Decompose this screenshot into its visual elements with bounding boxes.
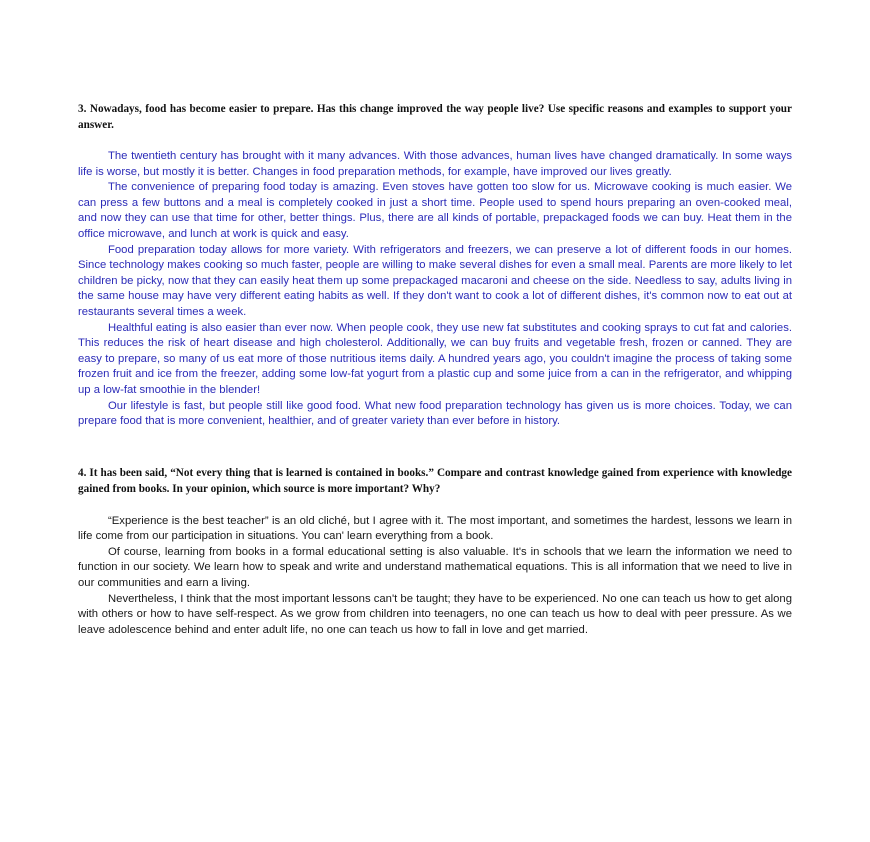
- question-3: 3. Nowadays, food has become easier to prepare. Has this change improved the way people live? Use specific reasons and examples to support your answer.: [78, 103, 792, 131]
- answer-4-paragraph: Of course, learning from books in a formal educational setting is also valuable. It's in schools that we learn the information we need to function in our society. We learn how to speak and write and understand mathematical equations. This is all information that we need to live in our communities and earn a living.: [78, 545, 792, 590]
- answer-3-paragraph: Our lifestyle is fast, but people still like good food. What new food preparation technology has given us is more choices. Today, we can prepare food that is more convenient, healthier, and of greater variety than ever before in history.: [78, 399, 792, 428]
- answer-4: [78, 514, 792, 639]
- answer-4-paragraph: Nevertheless, I think that the most important lessons can't be taught; they have to be experienced. No one can teach us how to get along with others or how to have self-respect. As we grow from children into teenagers, no one can teach us how to deal with peer pressure. As we leave adolescence behind and enter adult life, no one can teach us how to fall in love and get married.: [78, 592, 792, 636]
- answer-3: [78, 149, 792, 430]
- answer-3-paragraph: Food preparation today allows for more variety. With refrigerators and freezers, we can preserve a lot of different foods in our homes. Since technology makes cooking so much faster, people are willing to make several dishes for even a small meal. Parents are more likely to let children be picky, now that they can easily heat them up some prepackaged macaroni and cheese on the side. Needless to say, adults living in the same house may have very different eating habits as well. If they don't want to cook a lot of different dishes, it's common now to eat out at restaurants several times a week.: [78, 243, 792, 318]
- question-4: 4. It has been said, “Not every thing that is learned is contained in books.” Compare and contrast knowledge gained from experience with knowledge gained from books. In your opinion, which source is more important? Why?: [78, 466, 792, 495]
- answer-3-paragraph: The twentieth century has brought with it many advances. With those advances, human lives have changed dramatically. In some ways life is worse, but mostly it is better. Changes in food preparation methods, for example, have improved our lives greatly.: [78, 150, 792, 178]
- answer-4-paragraph: “Experience is the best teacher” is an old cliché, but I agree with it. The most important, and sometimes the hardest, lessons we learn in life come from our participation in situations. You can' learn everything from a book.: [78, 514, 792, 543]
- answer-3-paragraph: The convenience of preparing food today is amazing. Even stoves have gotten too slow for us. Microwave cooking is much easier. We can press a few buttons and a meal is completely cooked in just a short time. People used to spend hours preparing an oven-cooked meal, and now they can use that time for other, better things. Plus, there are all kinds of portable, prepackaged foods we can buy. Heat them in the office microwave, and lunch at work is quick and easy.: [78, 181, 792, 240]
- answer-3-paragraph: Healthful eating is also easier than ever now. When people cook, they use new fat substitutes and cooking sprays to cut fat and calories. This reduces the risk of heart disease and high cholesterol. Additionally, we can buy fruits and vegetable fresh, frozen or canned. They are easy to prepare, so many of us eat more of those nutritious items daily. A hundred years ago, you couldn't imagine the process of taking some frozen fruit and ice from the freezer, adding some low-fat yogurt from a plastic cup and some juice from a can in the refrigerator, and whipping up a low-fat smoothie in the blender!: [78, 321, 792, 396]
- document-body: [78, 101, 792, 638]
